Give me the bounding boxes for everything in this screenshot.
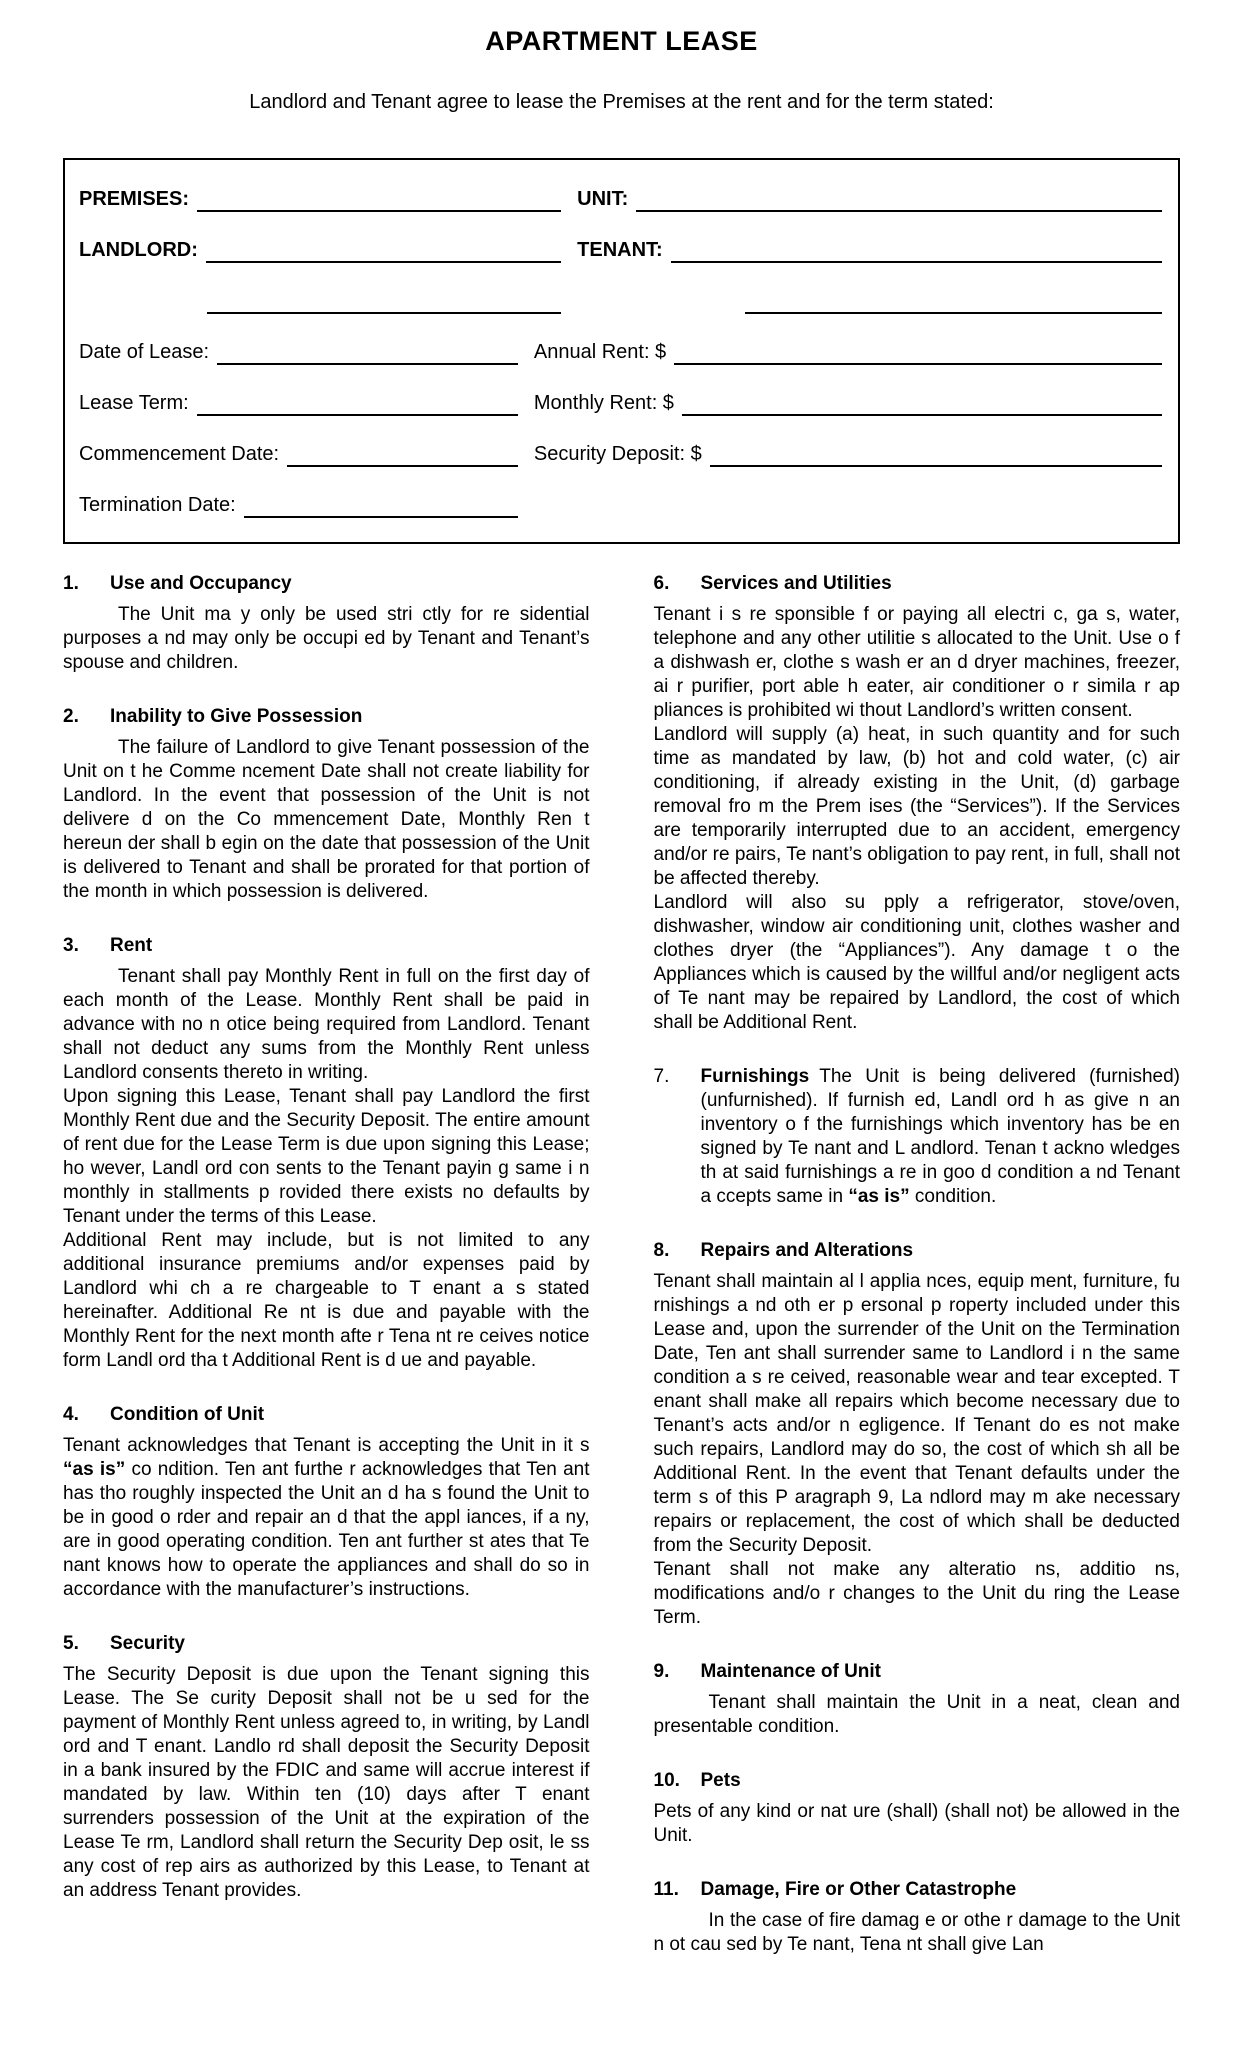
unit-blank-line (636, 188, 1162, 212)
body-text: co ndition. Ten ant furthe r acknowledges that Ten ant has tho roughly inspected the Unit an d ha s found the Unit to be in good o rder and repair an d that the appl iances, if a ny, are in good operating condition. Ten ant further st ates that Te nant knows how to operate the appliances and shall do so in accordance with the manufacturer’s instructions. (63, 1459, 590, 1600)
paragraph (654, 723, 1181, 891)
lease-term-blank-line (197, 392, 518, 416)
tenant-continuation-line (745, 290, 1162, 314)
lease-term-label: Lease Term: (79, 392, 189, 414)
form-row-premises-unit (79, 186, 1162, 212)
lease-terms-box (63, 158, 1180, 544)
section-7 (654, 1065, 1181, 1209)
section-title: Pets (700, 1770, 741, 1791)
section-heading (654, 572, 1181, 596)
emphasized-text: “as is” (63, 1459, 126, 1480)
paragraph (654, 1270, 1181, 1558)
landlord-continuation-line (207, 290, 561, 314)
body-text: The Unit is being delivered (furnished) (unfurnished). If furnish ed, Landl ord h as give n an inventory o f the furnishings which inventory has be en signed by Te nant and L andlord. Tenan t ackno wledges th at said furnishings a re in goo d condition a nd Tenant a ccepts same in (700, 1066, 1180, 1207)
body-text: condition. (909, 1186, 997, 1207)
commencement-date-blank-line (287, 443, 518, 467)
paragraph (63, 736, 590, 904)
section-8 (654, 1239, 1181, 1630)
section-7-inline-heading (654, 1065, 1181, 1209)
continuation-spacer (79, 290, 207, 314)
section-heading (63, 1403, 590, 1427)
paragraph (654, 1800, 1181, 1848)
termination-date-blank-line (244, 494, 518, 518)
section-4 (63, 1403, 590, 1602)
paragraph (63, 1434, 590, 1602)
lease-term-cell (79, 390, 534, 416)
section-3 (63, 934, 590, 1373)
section-number: 6. (653, 573, 670, 594)
form-row-term-monthly (79, 390, 1162, 416)
commencement-date-label: Commencement Date: (79, 443, 280, 465)
tenant-cell (577, 237, 1162, 263)
section-heading (63, 705, 590, 729)
body-text: The failure of Landlord to give Tenant possession of the Unit on t he Comme ncement Date shall not create liability for Landlord. In the event that possession of the Unit is not delivere d on the Co mmencement Date, Monthly Ren t hereun der shall b egin on the date that possession of the Unit is delivered to Tenant and shall be prorated for that portion of the month in which possession is delivered. (63, 737, 590, 902)
body-text: Additional Rent may include, but is not limited to any additional insurance premiums and/or expenses paid by Landlord whi ch a re chargeable to T enant a s stated hereinafter. Additional Re nt is due and payable with the Monthly Rent for the next month afte r Tena nt re ceives notice form Landl ord tha t Additional Rent is d ue and payable. (63, 1230, 590, 1371)
landlord-label: LANDLORD: (79, 239, 198, 261)
paragraph (63, 1229, 590, 1373)
section-heading (63, 934, 590, 958)
body-columns (63, 572, 1180, 1987)
section-number: 3. (63, 935, 79, 956)
premises-blank-line (197, 188, 561, 212)
landlord-continuation-cell (79, 288, 577, 314)
termination-empty-cell (534, 492, 1162, 518)
form-row-commencement-security (79, 441, 1162, 467)
premises-cell (79, 186, 577, 212)
landlord-cell (79, 237, 577, 263)
section-1 (63, 572, 590, 675)
paragraph (654, 891, 1181, 1035)
paragraph (63, 1663, 590, 1903)
termination-date-label: Termination Date: (79, 494, 236, 516)
section-heading (63, 1632, 590, 1656)
section-title: Use and Occupancy (110, 573, 292, 594)
body-text: In the case of fire damag e or othe r damage to the Unit n ot cau sed by Te nant, Tena nt shall give Lan (653, 1910, 1180, 1955)
body-text: Tenant i s re sponsible f or paying all electri c, ga s, water, telephone and any other utilitie s allocated to the Unit. Use o f a dishwash er, clothe s wash er an d dryer machines, freezer, ai r purifier, port able h eater, air conditioner o r simila r ap pliances is prohibited wi thout Landlord’s written consent. (653, 604, 1180, 721)
form-row-termination (79, 492, 1162, 518)
premises-label: PREMISES: (79, 188, 190, 210)
section-title: Furnishings (700, 1066, 810, 1087)
body-text: Landlord will also su pply a refrigerator, stove/oven, dishwasher, window air conditioning unit, clothes washer and clothes dryer (the “Appliances”). Any damage t o the Appliances which is caused by the willful and/or negligent acts of Te nant may be repaired by Landlord, the cost of which shall be Additional Rent. (653, 892, 1180, 1033)
security-deposit-label: Security Deposit: $ (533, 443, 702, 465)
annual-rent-blank-line (674, 341, 1162, 365)
section-number: 11. (653, 1879, 679, 1900)
section-number: 9. (653, 1661, 670, 1682)
body-text: The Security Deposit is due upon the Tenant signing this Lease. The Se curity Deposit shall not be u sed for the payment of Monthly Rent unless agreed to, in writing, by Landl ord and T enant. Landlo rd shall deposit the Security Deposit in a bank insured by the FDIC and same will accrue interest if mandated by law. Within ten (10) days after T enant surrenders possession of the Unit at the expiration of the Lease Te rm, Landlord shall return the Security Dep osit, le ss any cost of rep airs as authorized by this Lease, to Tenant at an address Tenant provides. (63, 1664, 590, 1901)
paragraph (63, 603, 590, 675)
commencement-date-cell (79, 441, 534, 467)
annual-rent-label: Annual Rent: $ (533, 341, 667, 363)
paragraph (654, 1691, 1181, 1739)
section-10 (654, 1769, 1181, 1848)
body-text: Upon signing this Lease, Tenant shall pay Landlord the first Monthly Rent due and the Security Deposit. The entire amount of rent due for the Lease Term is due upon signing this Lease; ho wever, Landl ord con sents to the Tenant payin g same i n monthly in stallments p rovided there exists no defaults by Tenant under the terms of this Lease. (63, 1086, 590, 1227)
body-text: Tenant shall pay Monthly Rent in full on the first day of each month of the Lease. Monthly Rent shall be paid in advance with no n otice being required from Landlord. Tenant shall not deduct any sums from the Monthly Rent unless Landlord consents thereto in writing. (63, 966, 590, 1083)
left-column (63, 572, 590, 1987)
date-of-lease-label: Date of Lease: (79, 341, 210, 363)
form-row-date-annual (79, 339, 1162, 365)
page-title: APARTMENT LEASE (485, 26, 758, 56)
section-title: Repairs and Alterations (700, 1240, 914, 1261)
security-deposit-cell (534, 441, 1162, 467)
section-9 (654, 1660, 1181, 1739)
continuation-spacer (577, 290, 745, 314)
section-heading (654, 1878, 1181, 1902)
body-text: Pets of any kind or nat ure (shall) (shall not) be allowed in the Unit. (653, 1801, 1180, 1846)
section-heading (654, 1769, 1181, 1793)
body-text: Tenant acknowledges that Tenant is accepting the Unit in it s (63, 1435, 590, 1456)
monthly-rent-cell (534, 390, 1162, 416)
section-number: 1. (63, 573, 79, 594)
date-of-lease-blank-line (217, 341, 518, 365)
paragraph (654, 1558, 1181, 1630)
paragraph (654, 603, 1181, 723)
emphasized-text: “as is” (848, 1186, 910, 1207)
form-row-continuation (79, 288, 1162, 314)
paragraph (654, 1909, 1181, 1957)
form-row-landlord-tenant (79, 237, 1162, 263)
body-text: Landlord will supply (a) heat, in such quantity and for such time as mandated by law, (b) hot and cold water, (c) air conditioning, if already existing in the Unit, (d) garbage removal fro m the Prem ises (the “Services”). If the Services are temporarily interrupted due to an accident, emergency and/or re pairs, Te nant’s obligation to pay rent, in full, shall not be affected thereby. (653, 724, 1180, 889)
section-heading (63, 572, 590, 596)
tenant-continuation-cell (577, 288, 1162, 314)
body-text: Tenant shall maintain the Unit in a neat, clean and presentable condition. (653, 1692, 1180, 1737)
section-title: Security (110, 1633, 185, 1654)
section-2 (63, 705, 590, 904)
landlord-blank-line (206, 239, 561, 263)
termination-date-cell (79, 492, 534, 518)
body-text: Tenant shall not make any alteratio ns, additio ns, modifications and/o r changes to the Unit du ring the Lease Term. (653, 1559, 1180, 1628)
section-number: 4. (63, 1404, 79, 1425)
section-title: Maintenance of Unit (700, 1661, 882, 1682)
security-deposit-blank-line (710, 443, 1162, 467)
section-title: Rent (110, 935, 153, 956)
section-5 (63, 1632, 590, 1903)
section-number: 2. (63, 706, 79, 727)
body-text: The Unit ma y only be used stri ctly for re sidential purposes a nd may only be occupi ed by Tenant and Tenant’s spouse and children. (63, 604, 590, 673)
section-number: 8. (653, 1240, 670, 1261)
section-11 (654, 1878, 1181, 1957)
unit-cell (577, 186, 1162, 212)
document-subtitle: Landlord and Tenant agree to lease the Premises at the rent and for the term stated: (249, 91, 994, 113)
section-heading (654, 1239, 1181, 1263)
date-of-lease-cell (79, 339, 534, 365)
monthly-rent-label: Monthly Rent: $ (533, 392, 674, 414)
annual-rent-cell (534, 339, 1162, 365)
section-heading (654, 1660, 1181, 1684)
section-title: Inability to Give Possession (110, 706, 363, 727)
right-column (654, 572, 1181, 1987)
section-title: Condition of Unit (110, 1404, 265, 1425)
section-title: Services and Utilities (700, 573, 892, 594)
section-number: 10. (653, 1770, 680, 1791)
paragraph (63, 1085, 590, 1229)
tenant-label: TENANT: (577, 239, 663, 261)
section-number: 7. (653, 1066, 670, 1087)
unit-label: UNIT: (577, 188, 629, 210)
section-6 (654, 572, 1181, 1035)
section-title: Damage, Fire or Other Catastrophe (700, 1879, 1017, 1900)
section-number: 5. (63, 1633, 79, 1654)
tenant-blank-line (671, 239, 1162, 263)
body-text: Tenant shall maintain al l applia nces, equip ment, furniture, fu rnishings a nd oth er p ersonal p roperty included under this Lease and, upon the surrender of the Unit on the Termination Date, Ten ant shall surrender same to Landlord i n the same condition a s re ceived, reasonable wear and tear excepted. T enant shall make all repairs which become necessary due to Tenant’s acts and/or n egligence. If Tenant do es not make such repairs, Landlord may do so, the cost of which sh all be Additional Rent. In the event that Tenant defaults under the term s of this P aragraph 9, La ndlord may m ake necessary repairs or replacement, the cost of which shall be deducted from the Security Deposit. (653, 1271, 1180, 1556)
paragraph (63, 965, 590, 1085)
monthly-rent-blank-line (682, 392, 1162, 416)
